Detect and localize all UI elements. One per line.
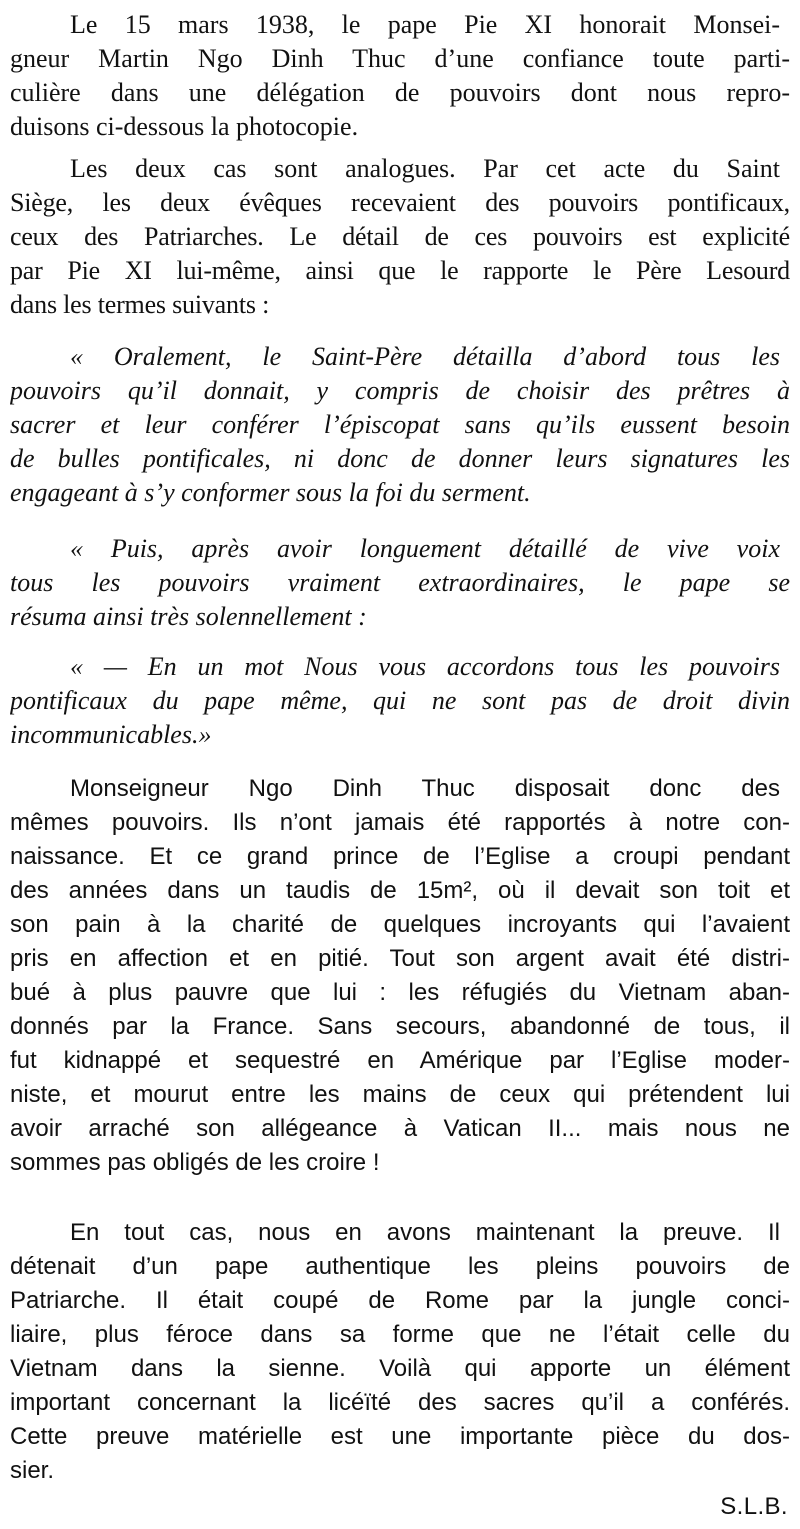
text-line: Monseigneur Ngo Dinh Thuc disposait donc des <box>70 775 780 802</box>
text-line: sier. <box>10 1457 55 1484</box>
text-line: culière dans une délégation de pouvoirs dont nous repro- <box>10 78 790 107</box>
quote-line: de bulles pontificales, ni donc de donner leurs signatures les <box>10 444 790 473</box>
quote-line: sacrer et leur conférer l’épiscopat sans qu’ils eussent besoin <box>10 410 790 439</box>
text-line: des années dans un taudis de 15m², où il devait son toit et <box>10 877 790 904</box>
text-line: duisons ci-dessous la photocopie. <box>10 112 359 141</box>
text-line: Patriarche. Il était coupé de Rome par la jungle conci- <box>10 1287 790 1314</box>
text-line: Siège, les deux évêques recevaient des pouvoirs pontificaux, <box>10 188 790 217</box>
text-line: Vietnam dans la sienne. Voilà qui apporte un élément <box>10 1355 790 1382</box>
quote-line: tous les pouvoirs vraiment extraordinaires, le pape se <box>10 568 790 597</box>
quote-line: résuma ainsi très solennellement : <box>10 602 367 631</box>
signature: S.L.B. <box>720 1493 788 1520</box>
quote-line: « — En un mot Nous vous accordons tous les pouvoirs <box>70 652 780 681</box>
quote-line: pontificaux du pape même, qui ne sont pas de droit divin <box>10 686 790 715</box>
text-line: détenait d’un pape authentique les pleins pouvoirs de <box>10 1253 790 1280</box>
text-line: par Pie XI lui-même, ainsi que le rapporte le Père Lesourd <box>10 256 790 285</box>
text-line: son pain à la charité de quelques incroyants qui l’avaient <box>10 911 790 938</box>
text-line: Les deux cas sont analogues. Par cet acte du Saint <box>70 154 780 183</box>
text-line: naissance. Et ce grand prince de l’Eglise a croupi pendant <box>10 843 790 870</box>
quote-line: incommunicables.» <box>10 720 212 749</box>
text-line: niste, et mourut entre les mains de ceux qui prétendent lui <box>10 1081 790 1108</box>
quote-line: engageant à s’y conformer sous la foi du serment. <box>10 478 531 507</box>
text-line: bué à plus pauvre que lui : les réfugiés du Vietnam aban- <box>10 979 790 1006</box>
text-line: fut kidnappé et sequestré en Amérique par l’Eglise moder- <box>10 1047 790 1074</box>
text-line: Cette preuve matérielle est une importante pièce du dos- <box>10 1423 790 1450</box>
text-line: En tout cas, nous en avons maintenant la preuve. Il <box>70 1219 780 1246</box>
text-line: Le 15 mars 1938, le pape Pie XI honorait Monsei- <box>70 10 780 39</box>
quote-line: pouvoirs qu’il donnait, y compris de choisir des prêtres à <box>10 376 790 405</box>
text-line: donnés par la France. Sans secours, abandonné de tous, il <box>10 1013 790 1040</box>
text-line: ceux des Patriarches. Le détail de ces pouvoirs est explicité <box>10 222 790 251</box>
text-line: dans les termes suivants : <box>10 290 270 319</box>
text-line: avoir arraché son allégeance à Vatican II... mais nous ne <box>10 1115 790 1142</box>
text-line: mêmes pouvoirs. Ils n’ont jamais été rapportés à notre con- <box>10 809 790 836</box>
quote-line: « Oralement, le Saint-Père détailla d’abord tous les <box>70 342 780 371</box>
text-line: pris en affection et en pitié. Tout son argent avait été distri- <box>10 945 790 972</box>
text-line: liaire, plus féroce dans sa forme que ne l’était celle du <box>10 1321 790 1348</box>
text-line: important concernant la licéïté des sacres qu’il a conférés. <box>10 1389 790 1416</box>
text-line: gneur Martin Ngo Dinh Thuc d’une confiance toute parti- <box>10 44 790 73</box>
text-line: sommes pas obligés de les croire ! <box>10 1149 380 1176</box>
quote-line: « Puis, après avoir longuement détaillé de vive voix <box>70 534 780 563</box>
